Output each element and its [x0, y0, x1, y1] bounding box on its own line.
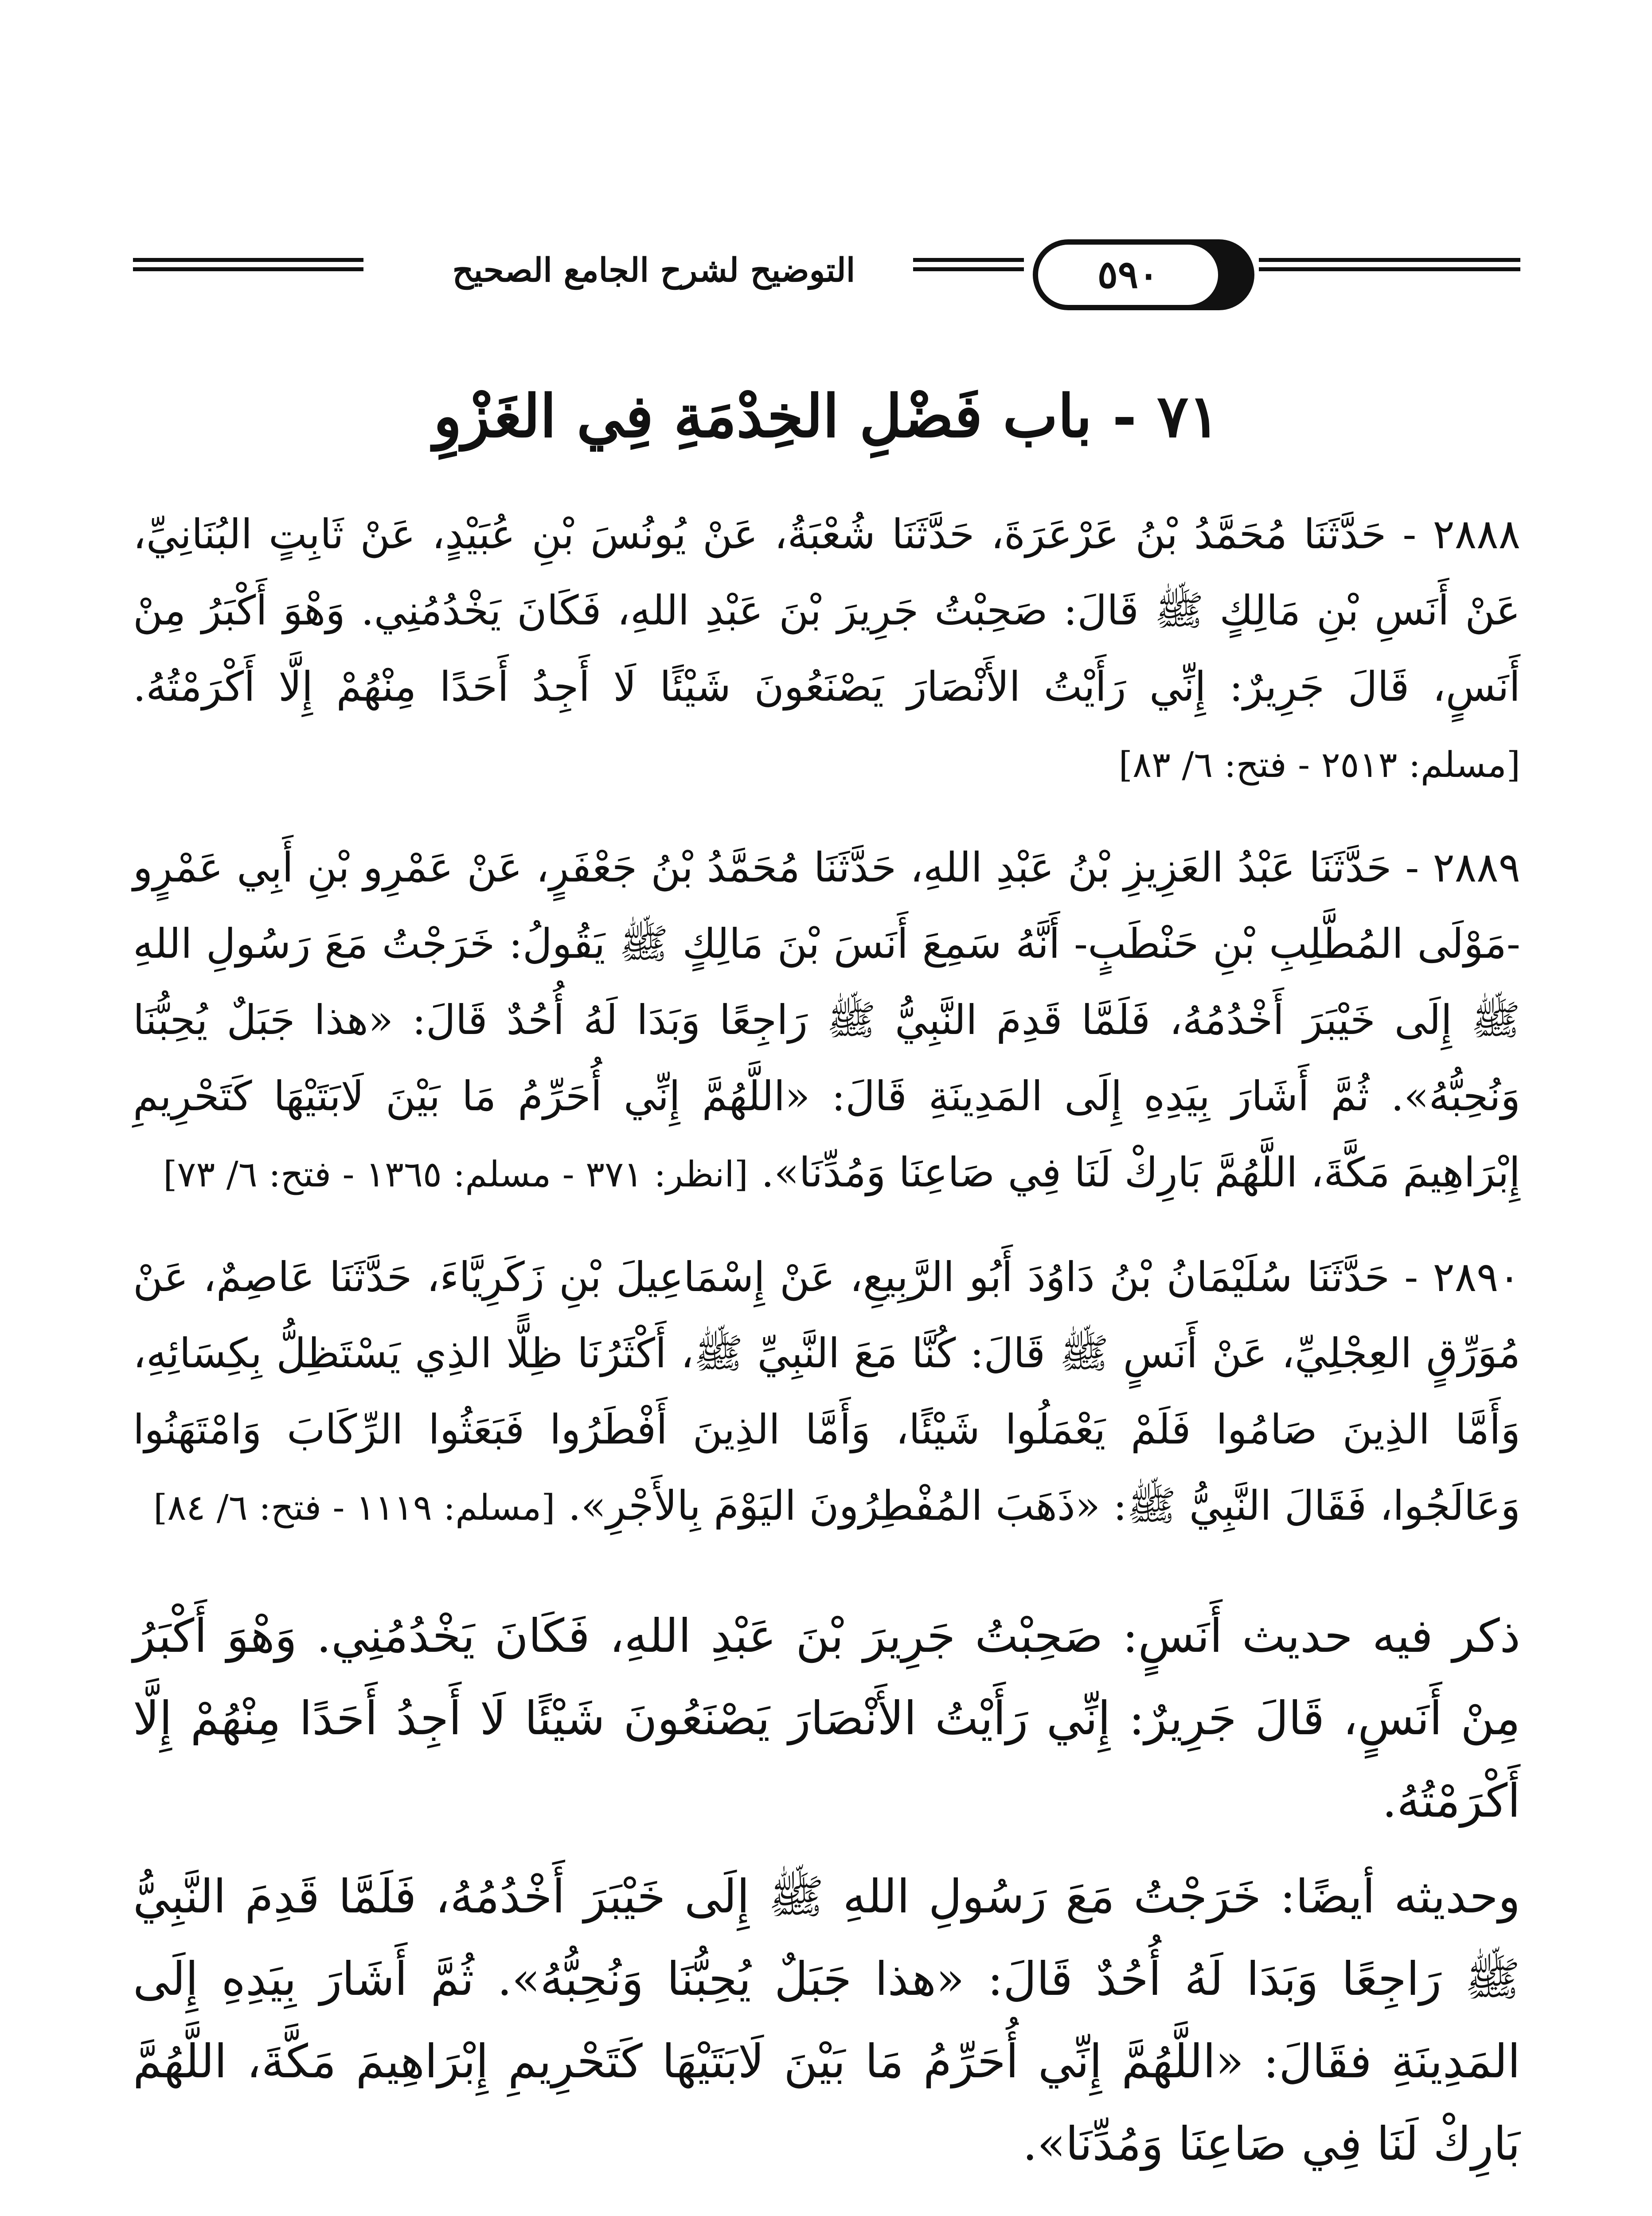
- hadith-text: ٢٨٨٩ - حَدَّثَنَا عَبْدُ العَزِيزِ بْنُ عَبْدِ اللهِ، حَدَّثَنَا مُحَمَّدُ بْنُ جَعْفَرٍ، عَنْ عَمْرِو بْنِ أَبِي عَمْرٍو -مَوْلَى المُطَّلِبِ بْنِ حَنْطَبٍ- أَنَّهُ سَمِعَ أَنَسَ بْنَ مَالِكٍ ﷺ يَقُولُ: خَرَجْتُ مَعَ رَسُولِ اللهِ ﷺ إِلَى خَيْبَرَ أَخْدُمُهُ، فَلَمَّا قَدِمَ النَّبِيُّ ﷺ رَاجِعًا وَبَدَا لَهُ أُحُدٌ قَالَ: «هذا جَبَلٌ يُحِبُّنَا وَنُحِبُّهُ». ثُمَّ أَشَارَ بِيَدِهِ إِلَى المَدِينَةِ قَالَ: «اللَّهُمَّ إِنِّي أُحَرِّمُ مَا بَيْنَ لَابَتَيْهَا كَتَحْرِيمِ إِبْرَاهِيمَ مَكَّةَ، اللَّهُمَّ بَارِكْ لَنَا فِي صَاعِنَا وَمُدِّنَا».: [133, 844, 1520, 1196]
- chapter-title: ٧١ - باب فَضْلِ الخِدْمَةِ فِي الغَزْوِ: [433, 382, 1220, 451]
- hadith-text: ٢٨٩٠ - حَدَّثَنَا سُلَيْمَانُ بْنُ دَاوُدَ أَبُو الرَّبِيعِ، عَنْ إِسْمَاعِيلَ بْنِ زَكَرِيَّاءَ، حَدَّثَنَا عَاصِمٌ، عَنْ مُوَرِّقٍ العِجْلِيِّ، عَنْ أَنَسٍ ﷺ قَالَ: كُنَّا مَعَ النَّبِيِّ ﷺ، أَكْثَرُنَا ظِلًّا الذِي يَسْتَظِلُّ بِكِسَائِهِ، وَأَمَّا الذِينَ صَامُوا فَلَمْ يَعْمَلُوا شَيْئًا، وَأَمَّا الذِينَ أَفْطَرُوا فَبَعَثُوا الرِّكَابَ وَامْتَهَنُوا وَعَالَجُوا، فَقَالَ النَّبِيُّ ﷺ: «ذَهَبَ المُفْطِرُونَ اليَوْمَ بِالأَجْرِ».: [133, 1253, 1520, 1529]
- header-rule-left: [133, 258, 363, 271]
- hadith-reference: [مسلم: ١١١٩ - فتح: ٦/ ٨٤]: [153, 1487, 555, 1528]
- hadith-2889: [133, 830, 1520, 1213]
- header-rule-middle: [913, 258, 1024, 271]
- commentary-paragraph: ذكر فيه حديث أَنَسٍ: صَحِبْتُ جَرِيرَ بْنَ عَبْدِ اللهِ، فَكَانَ يَخْدُمُنِي. وَهْوَ أَكْبَرُ مِنْ أَنَسٍ، قَالَ جَرِيرٌ: إِنِّي رَأَيْتُ الأَنْصَارَ يَصْنَعُونَ شَيْئًا لَا أَجِدُ أَحَدًا مِنْهُمْ إِلَّا أَكْرَمْتُهُ.: [133, 1609, 1520, 1828]
- page-body: [133, 496, 1520, 2203]
- hadith-2890: [133, 1239, 1520, 1546]
- hadith-text: ٢٨٨٨ - حَدَّثَنَا مُحَمَّدُ بْنُ عَرْعَرَةَ، حَدَّثَنَا شُعْبَةُ، عَنْ يُونُسَ بْنِ عُبَيْدٍ، عَنْ ثَابِتٍ البُنَانِيِّ، عَنْ أَنَسِ بْنِ مَالِكٍ ﷺ قَالَ: صَحِبْتُ جَرِيرَ بْنَ عَبْدِ اللهِ، فَكَانَ يَخْدُمُنِي. وَهْوَ أَكْبَرُ مِنْ أَنَسٍ، قَالَ جَرِيرٌ: إِنِّي رَأَيْتُ الأَنْصَارَ يَصْنَعُونَ شَيْئًا لَا أَجِدُ أَحَدًا مِنْهُمْ إِلَّا أَكْرَمْتُهُ.: [133, 511, 1520, 710]
- commentary-paragraph: وحديثه أيضًا: خَرَجْتُ مَعَ رَسُولِ اللهِ ﷺ إِلَى خَيْبَرَ أَخْدُمُهُ، فَلَمَّا قَدِمَ النَّبِيُّ ﷺ رَاجِعًا وَبَدَا لَهُ أُحُدٌ قَالَ: «هذا جَبَلٌ يُحِبُّنَا وَنُحِبُّهُ». ثُمَّ أَشَارَ بِيَدِهِ إِلَى المَدِينَةِ فقَالَ: «اللَّهُمَّ إِنِّي أُحَرِّمُ مَا بَيْنَ لَابَتَيْهَا كَتَحْرِيمِ إِبْرَاهِيمَ مَكَّةَ، اللَّهُمَّ بَارِكْ لَنَا فِي صَاعِنَا وَمُدِّنَا».: [133, 1869, 1520, 2171]
- hadith-reference: [انظر: ٣٧١ - مسلم: ١٣٦٥ - فتح: ٦/ ٧٣]: [163, 1154, 748, 1195]
- running-header: [133, 230, 1520, 328]
- hadith-2888: [133, 496, 1520, 803]
- hadith-reference: [مسلم: ٢٥١٣ - فتح: ٦/ ٨٣]: [1118, 744, 1520, 785]
- commentary: [133, 1595, 1520, 2185]
- running-title: التوضيح لشرح الجامع الصحيح: [452, 251, 855, 289]
- header-rule-right: [1259, 258, 1520, 271]
- page-number: ٥٩٠: [1033, 239, 1223, 310]
